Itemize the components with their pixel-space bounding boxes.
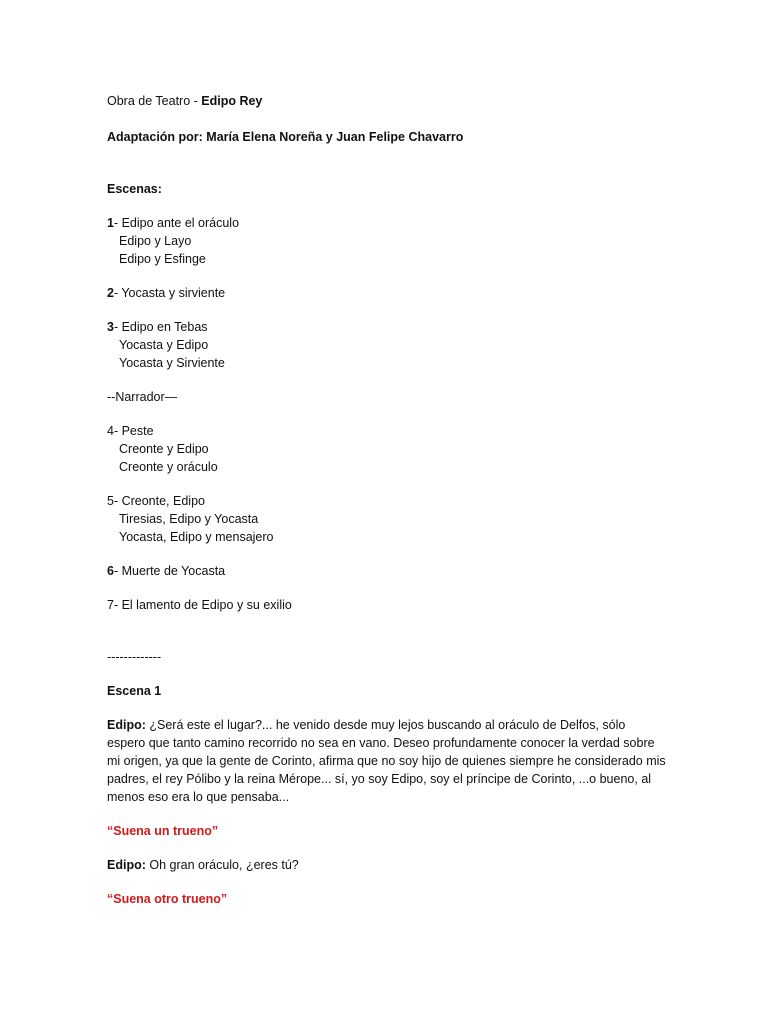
- dialogue-text: ¿Será este el lugar?... he venido desde muy lejos buscando al oráculo de Delfos, sólo espero que tanto camino recorrido no sea en vano. Deseo profundamente conocer la verdad sobre mi origen, ya que la gente de Corinto, afirma que no soy hijo de quienes siempre he considerado mis padres, el rey Pólibo y la reina Mérope... sí, yo soy Edipo, soy el príncipe de Corinto, ...o bueno, al menos eso era lo que pensaba...: [107, 718, 666, 804]
- narrator-line: --Narrador—: [107, 390, 178, 404]
- scene-2-title: - Yocasta y sirviente: [113, 286, 226, 300]
- section-divider: -------------: [107, 650, 162, 664]
- scene-5-sub-2: Yocasta, Edipo y mensajero: [119, 530, 274, 544]
- scene-4-sub-1: Creonte y Edipo: [119, 442, 209, 456]
- scene-1-item: [107, 214, 667, 232]
- play-title-name: Edipo Rey: [201, 94, 263, 108]
- scene-3-sub-2: Yocasta y Sirviente: [119, 356, 225, 370]
- stage-direction-1: “Suena un trueno”: [107, 824, 219, 838]
- scene-3-number: 3: [107, 320, 114, 334]
- edipo-line-2: [107, 856, 667, 874]
- scene-3-sub-1: Yocasta y Edipo: [119, 338, 209, 352]
- scene-5-sub-1: Tiresias, Edipo y Yocasta: [119, 512, 259, 526]
- scene-4-item: 4- Peste: [107, 424, 154, 438]
- scene-3-title: - Edipo en Tebas: [113, 320, 208, 334]
- adaptation-credit: Adaptación por: María Elena Noreña y Juan Felipe Chavarro: [107, 130, 464, 144]
- scene-3-item: [107, 318, 667, 336]
- scene-1-sub-1: Edipo y Layo: [119, 234, 192, 248]
- speaker-label: Edipo:: [107, 718, 146, 732]
- scene-1-title: - Edipo ante el oráculo: [113, 216, 240, 230]
- dialogue-text-2: Oh gran oráculo, ¿eres tú?: [145, 858, 299, 872]
- scene-4-sub-2: Creonte y oráculo: [119, 460, 218, 474]
- scene-1-heading: Escena 1: [107, 684, 162, 698]
- document-page: [107, 92, 667, 908]
- scene-6-title: - Muerte de Yocasta: [113, 564, 226, 578]
- play-title: [107, 92, 667, 110]
- scene-7-item: 7- El lamento de Edipo y su exilio: [107, 598, 292, 612]
- scene-2-item: [107, 284, 667, 302]
- scene-6-item: [107, 562, 667, 580]
- edipo-monologue: [107, 716, 667, 806]
- scene-2-number: 2: [107, 286, 114, 300]
- scenes-heading: Escenas:: [107, 182, 162, 196]
- scene-5-item: 5- Creonte, Edipo: [107, 494, 205, 508]
- scene-6-number: 6: [107, 564, 114, 578]
- stage-direction-2: “Suena otro trueno”: [107, 892, 228, 906]
- speaker-label-2: Edipo:: [107, 858, 146, 872]
- play-title-prefix: Obra de Teatro -: [107, 94, 202, 108]
- scene-1-sub-2: Edipo y Esfinge: [119, 252, 206, 266]
- scene-1-number: 1: [107, 216, 114, 230]
